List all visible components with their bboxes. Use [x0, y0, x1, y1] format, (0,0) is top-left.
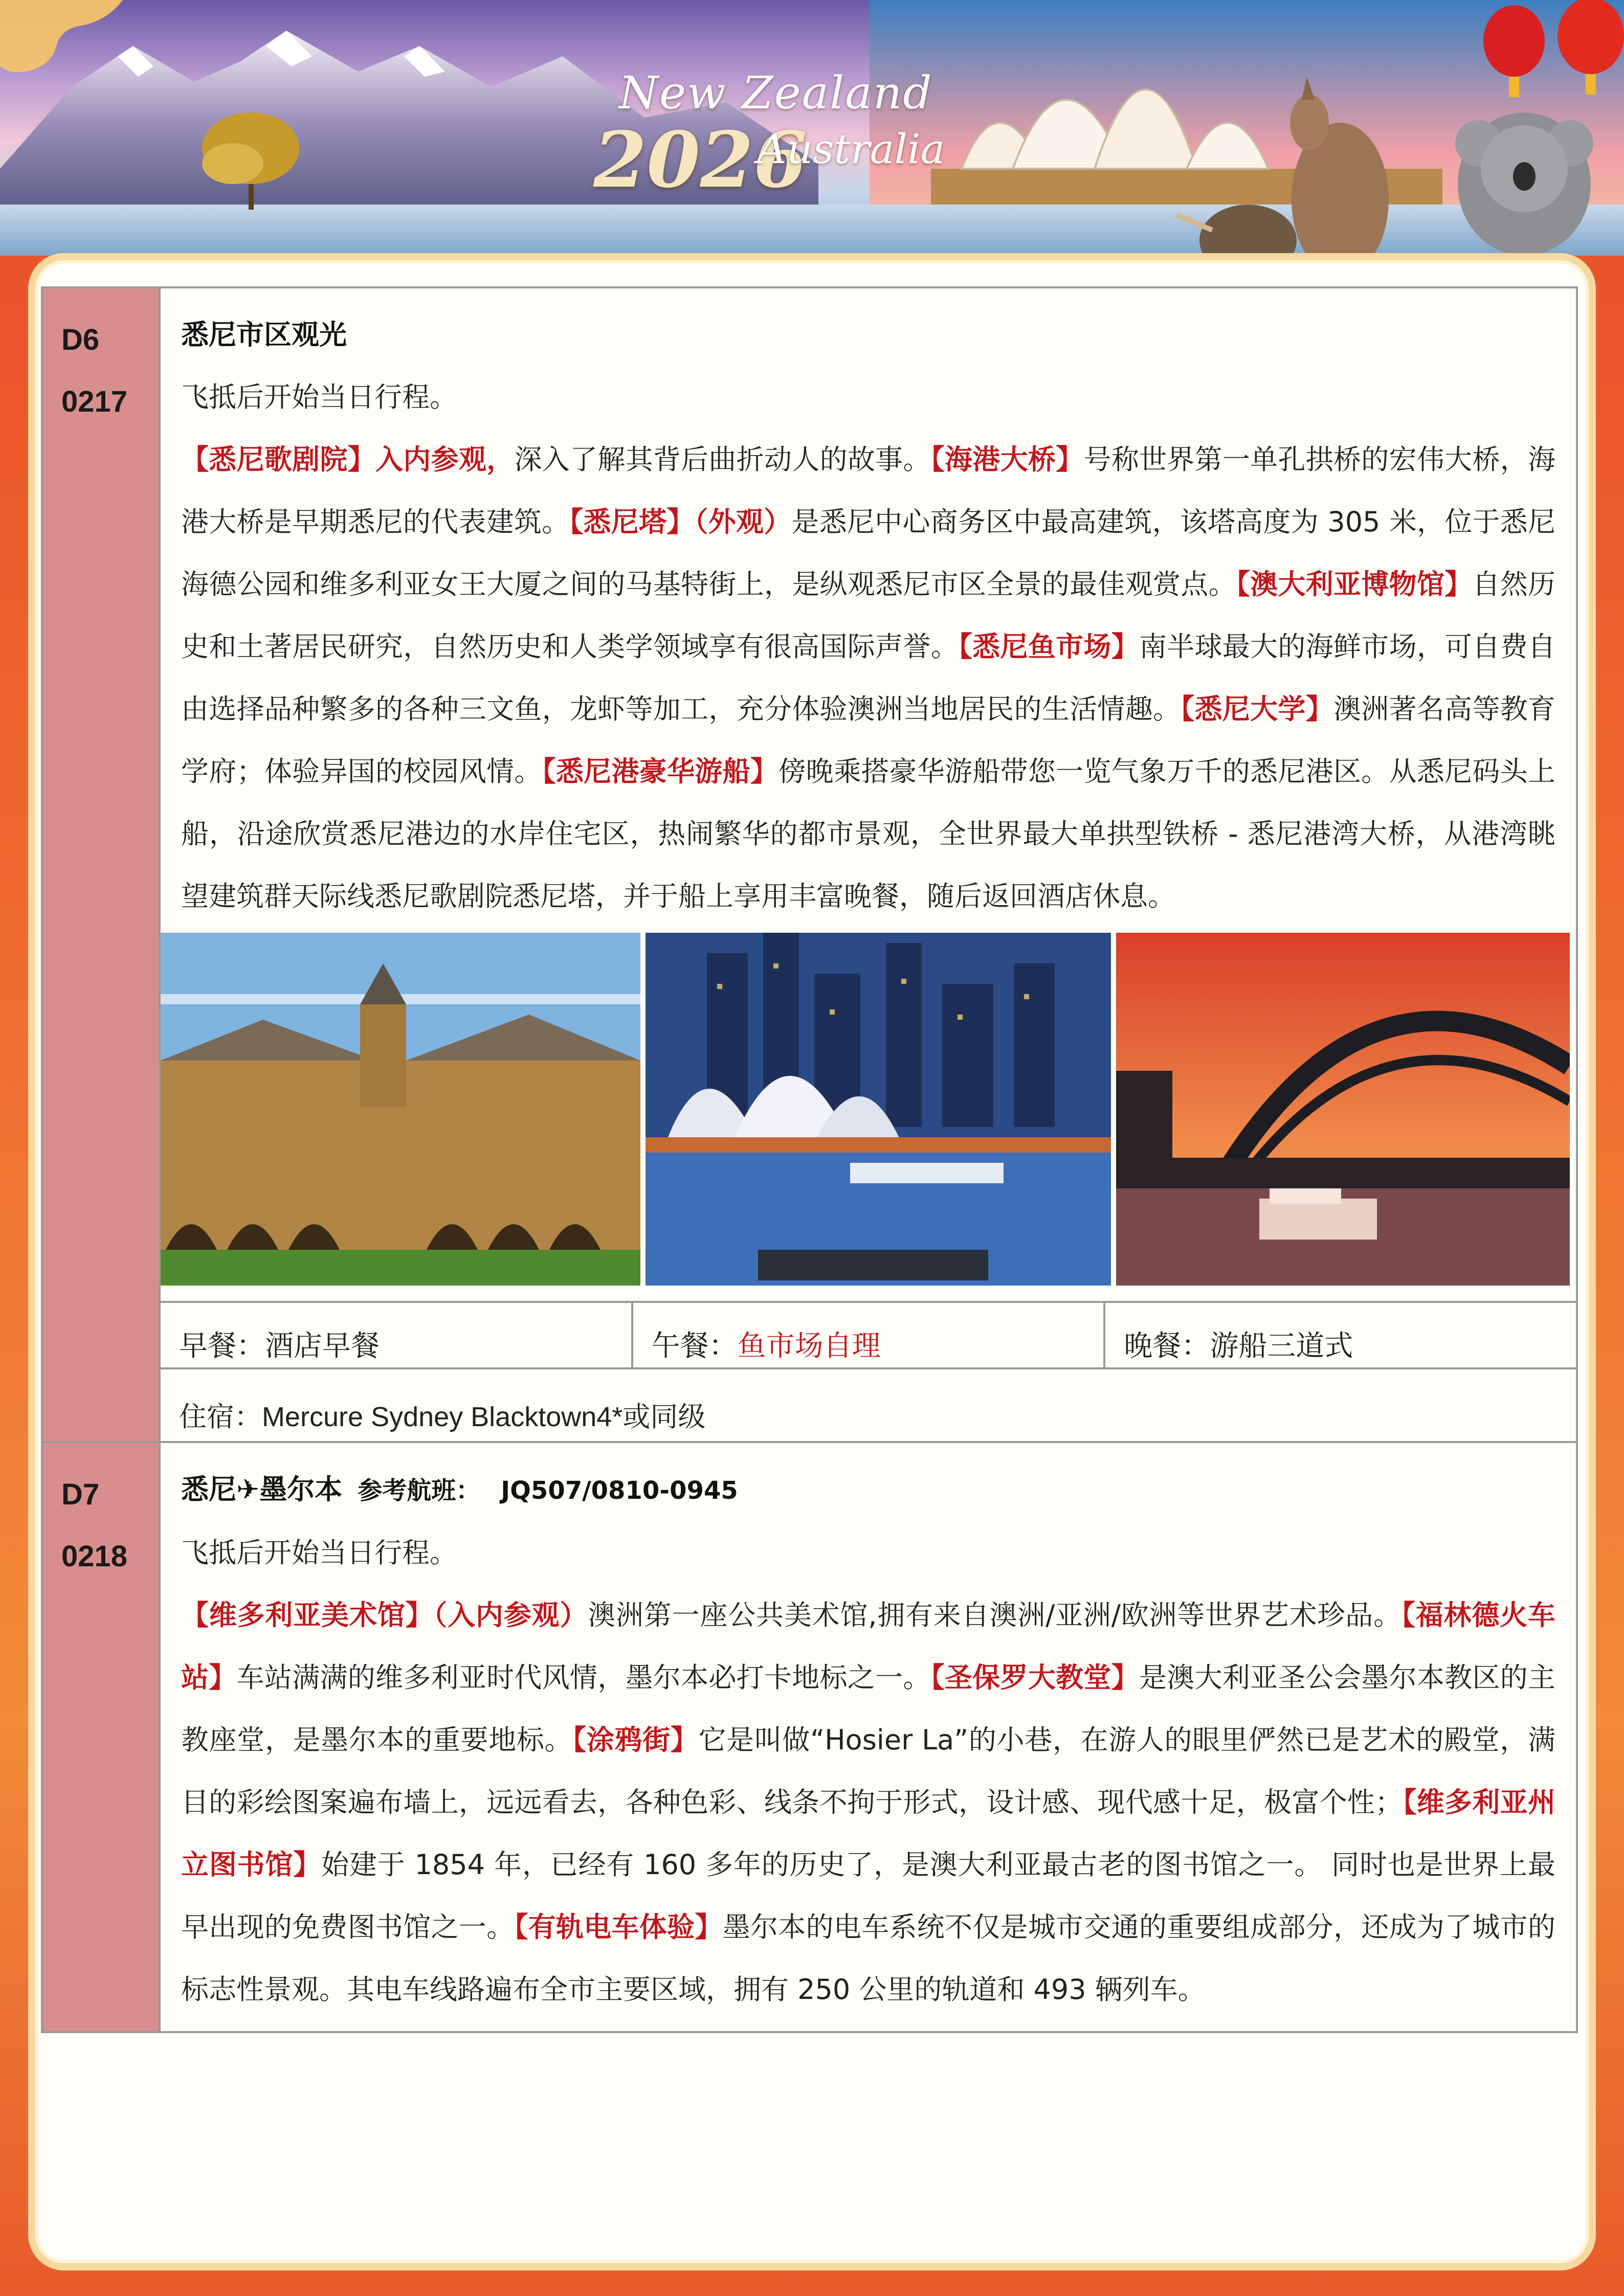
meals-row — [161, 1301, 1576, 1369]
attraction-name: 【维多利亚州立图书馆】 — [181, 1786, 1555, 1881]
breakfast-label: 早餐： — [179, 1330, 265, 1363]
lodging-label: 住宿： — [179, 1401, 262, 1433]
attraction-description: 澳洲第一座公共美术馆,拥有来自澳洲/亚洲/欧洲等世界艺术珍品。 — [588, 1599, 1401, 1631]
attraction-description: 始建于 1854 年，已经有 160 多年的历史了，是澳大利亚最古老的图书馆之一。 同时也是世界上最早出现的免费图书馆之一。 — [181, 1849, 1555, 1943]
attraction-name: 【有轨电车体验】 — [514, 1911, 723, 1943]
day-row-d7 — [43, 1443, 1576, 2031]
banner-title-australia: Australia — [757, 125, 945, 173]
attraction-description: 是悉尼中心商务区中最高建筑，该塔高度为 305 米，位于悉尼海德公园和维多利亚女王大厦之间的马基特街上，是纵观悉尼市区全景的最佳观赏点。 — [181, 506, 1556, 600]
attraction-name: 【悉尼塔】（外观） — [569, 506, 792, 538]
attraction-description: 澳洲著名高等教育学府；体验异国的校园风情。 — [181, 693, 1556, 787]
attraction-name: 【维多利亚美术馆】（入内参观） — [181, 1599, 588, 1631]
attraction-name: 【悉尼歌剧院】入内参观， — [181, 443, 515, 476]
photo-strip — [161, 933, 1576, 1286]
lunch-value: 鱼市场自理 — [737, 1330, 881, 1363]
day-intro: 飞抵后开始当日行程。 — [181, 381, 457, 413]
attraction-name: 【圣保罗大教堂】 — [930, 1661, 1140, 1694]
day-description — [161, 1443, 1576, 2031]
day-date: 0218 — [61, 1540, 128, 1573]
day-intro: 飞抵后开始当日行程。 — [181, 1537, 457, 1569]
day-number: D6 — [61, 323, 100, 356]
attraction-description: 是澳大利亚圣公会墨尔本教区的主教座堂，是墨尔本的重要地标。 — [181, 1661, 1556, 1756]
flight-label: 参考航班： — [358, 1476, 481, 1505]
photo-sydney-opera-house-night — [646, 933, 1111, 1286]
lodging-row — [161, 1369, 1576, 1441]
attraction-name: 【悉尼港豪华游船】 — [542, 755, 778, 787]
photo-university-of-sydney — [161, 933, 640, 1286]
header-banner — [0, 0, 1624, 256]
dinner-label: 晚餐： — [1124, 1330, 1210, 1363]
day-title: 悉尼市区观光 — [181, 319, 347, 351]
day-description — [161, 288, 1576, 933]
attraction-description: 自然历史和土著居民研究，自然历史和人类学领域享有很高国际声誉。 — [181, 568, 1556, 663]
attraction-description: 号称世界第一单孔拱桥的宏伟大桥，海港大桥是早期悉尼的代表建筑。 — [181, 443, 1556, 538]
day-content — [161, 1443, 1576, 2031]
attraction-name: 【福林德火车站】 — [181, 1599, 1555, 1694]
day-body — [181, 429, 1555, 928]
meal-lunch — [633, 1303, 1106, 1369]
day-label-column — [43, 1443, 161, 2031]
lodging-value: Mercure Sydney Blacktown4*或同级 — [262, 1402, 706, 1432]
dinner-value: 游船三道式 — [1210, 1330, 1353, 1363]
attraction-name: 【涂鸦街】 — [572, 1724, 699, 1756]
day-title — [181, 1458, 1555, 1522]
meal-breakfast — [161, 1303, 633, 1369]
attraction-name: 【澳大利亚博物馆】 — [1236, 568, 1473, 600]
banner-title-new-zealand: New Zealand — [619, 66, 933, 119]
attraction-description: 深入了解其背后曲折动人的故事。 — [514, 443, 931, 476]
day-row-d6 — [43, 288, 1576, 1443]
day-number: D7 — [61, 1478, 100, 1511]
attraction-description: 傍晚乘搭豪华游船带您一览气象万千的悉尼港区。从悉尼码头上船，沿途欣赏悉尼港边的水岸住宅区，热闹繁华的都市景观，全世界最大单拱型铁桥 - 悉尼港湾大桥，从港湾眺望建筑群天际线悉尼歌剧院悉尼塔，并于船上享用丰富晚餐，随后返回酒店休息。 — [181, 755, 1556, 912]
itinerary-table — [41, 286, 1578, 2033]
day-date: 0217 — [61, 385, 128, 418]
banner-year: 2026 — [593, 115, 807, 205]
flight-number: JQ507/0810-0945 — [501, 1476, 738, 1505]
attraction-name: 【悉尼鱼市场】 — [959, 631, 1139, 663]
lunch-label: 午餐： — [651, 1330, 738, 1363]
photo-harbour-bridge-sunset — [1116, 933, 1570, 1286]
day-content — [161, 288, 1576, 1441]
day-body — [181, 1584, 1555, 2021]
attraction-description: 南半球最大的海鲜市场，可自费自由选择品种繁多的各种三文鱼，龙虾等加工，充分体验澳洲当地居民的生活情趣。 — [181, 631, 1555, 725]
attraction-description: 它是叫做“Hosier La”的小巷，在游人的眼里俨然已是艺术的殿堂，满目的彩绘图案遍布墙上，远远看去，各种色彩、线条不拘于形式，设计感、现代感十足，极富个性； — [181, 1724, 1556, 1818]
route-title: 悉尼✈墨尔本 — [181, 1473, 343, 1505]
attraction-name: 【悉尼大学】 — [1181, 693, 1334, 725]
attraction-description: 墨尔本的电车系统不仅是城市交通的重要组成部分，还成为了城市的标志性景观。其电车线路遍布全市主要区域，拥有 250 公里的轨道和 493 辆列车。 — [181, 1911, 1556, 2006]
attraction-name: 【海港大桥】 — [930, 443, 1084, 476]
breakfast-value: 酒店早餐 — [265, 1330, 380, 1363]
attraction-description: 车站满满的维多利亚时代风情，墨尔本必打卡地标之一。 — [236, 1661, 931, 1694]
day-label-column — [43, 288, 161, 1441]
meal-dinner — [1105, 1303, 1576, 1369]
